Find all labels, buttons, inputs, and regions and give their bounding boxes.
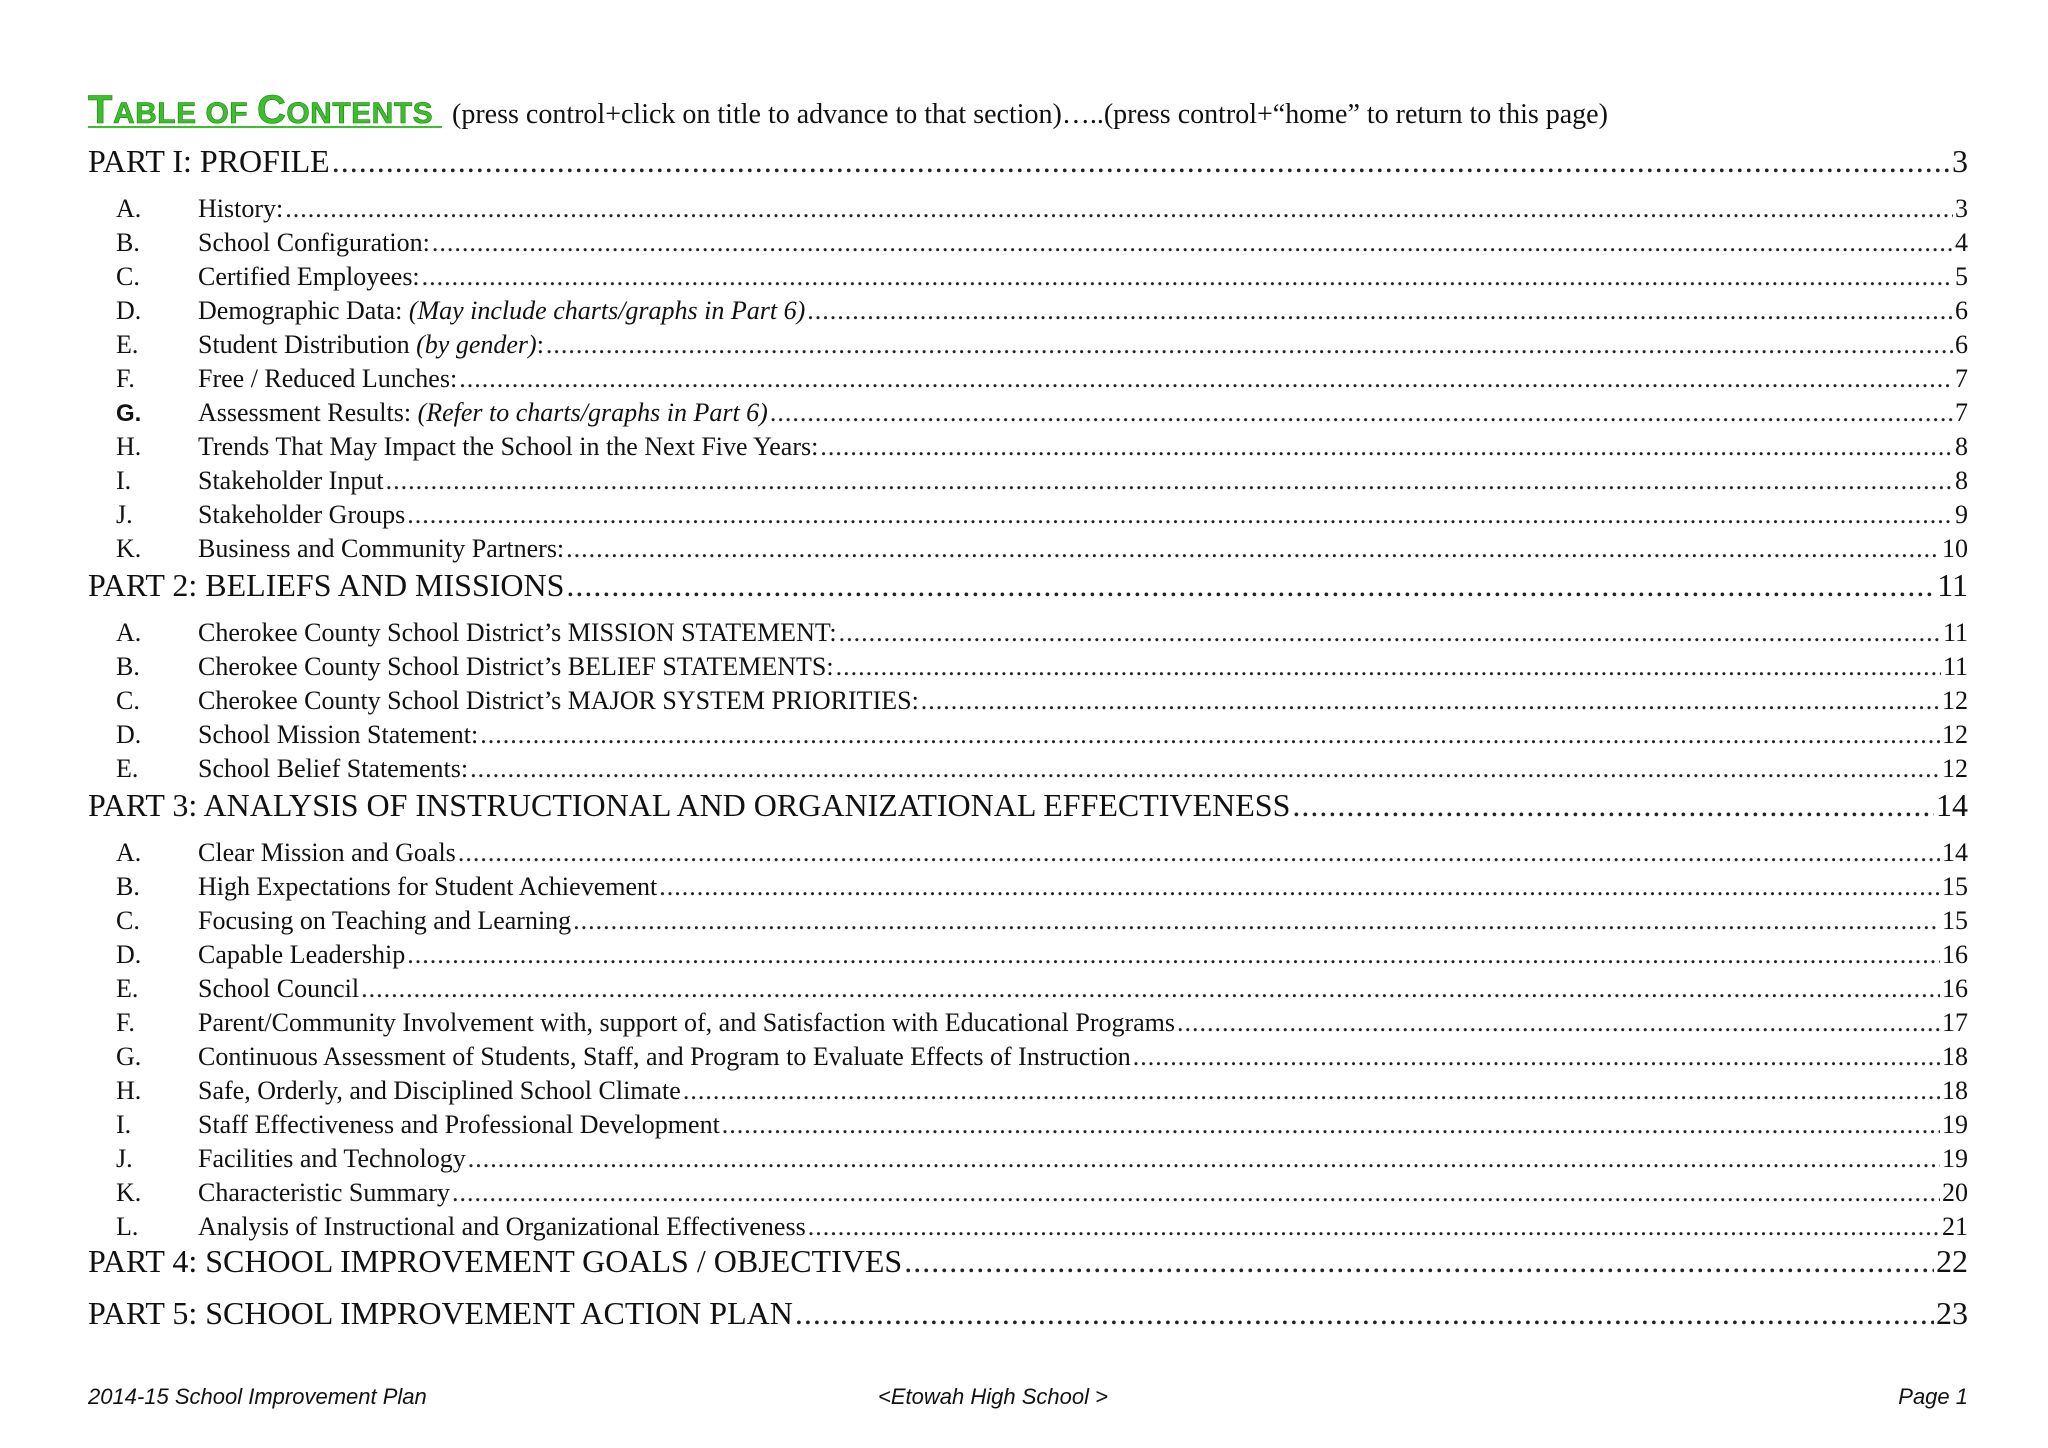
toc-entry-analysis-g[interactable] (116, 1038, 1968, 1072)
toc-title-cap-2: C (256, 88, 287, 132)
entry-letter: D. (116, 720, 142, 749)
toc-part-5[interactable] (88, 1292, 1968, 1332)
entry-title: Certified Employees: (198, 262, 420, 291)
page-number: 18 (1942, 1042, 1968, 1071)
entry-title: School Configuration: (198, 228, 430, 257)
page-number: 22 (1936, 1243, 1968, 1279)
dot-leader (566, 534, 1940, 564)
dot-leader (820, 432, 1953, 462)
dot-leader (361, 974, 1940, 1004)
entry-title: Facilities and Technology (198, 1144, 466, 1173)
toc-entry-profile-j[interactable] (116, 496, 1968, 530)
page-number: 6 (1955, 330, 1968, 359)
entry-letter: C. (116, 686, 140, 715)
dot-leader (452, 1178, 1940, 1208)
entry-title: Business and Community Partners: (198, 534, 565, 563)
page-number: 8 (1955, 432, 1968, 461)
toc-entry-beliefs-b[interactable] (116, 648, 1968, 682)
dot-leader (546, 330, 1953, 360)
page-number: 16 (1942, 974, 1968, 1003)
part-title: PART 4: SCHOOL IMPROVEMENT GOALS / OBJECTIVES (88, 1243, 903, 1279)
page-number: 11 (1942, 652, 1968, 681)
page-number: 3 (1952, 143, 1968, 179)
toc-entry-profile-k[interactable] (116, 530, 1968, 564)
page-number: 14 (1936, 787, 1968, 823)
toc-entry-profile-h[interactable] (116, 428, 1968, 462)
entry-letter: L. (116, 1212, 139, 1241)
entry-title: Focusing on Teaching and Learning (198, 906, 572, 935)
part-title: PART 2: BELIEFS AND MISSIONS (88, 567, 565, 603)
toc-entry-analysis-a[interactable] (116, 834, 1968, 868)
entry-title: Analysis of Instructional and Organizational Effectiveness (198, 1212, 806, 1241)
entry-letter: J. (116, 1144, 133, 1173)
dot-leader (1292, 787, 1934, 824)
entry-letter: D. (116, 296, 142, 325)
page-number: 19 (1942, 1144, 1968, 1173)
entry-letter: K. (116, 534, 142, 563)
page-number: 20 (1942, 1178, 1968, 1207)
toc-entry-profile-e[interactable] (116, 326, 1968, 360)
dot-leader (332, 143, 1950, 180)
entry-title: Characteristic Summary (198, 1178, 450, 1207)
page-number: 7 (1955, 398, 1968, 427)
page-number: 19 (1942, 1110, 1968, 1139)
toc-entry-analysis-l[interactable] (116, 1208, 1968, 1242)
dot-leader (407, 500, 1953, 530)
toc-entry-profile-d[interactable] (116, 292, 1968, 326)
page-number: 12 (1942, 720, 1968, 749)
toc-entry-profile-g[interactable] (116, 394, 1968, 428)
dot-leader (795, 1295, 1934, 1332)
entry-title: Cherokee County School District’s BELIEF STATEMENTS: (198, 652, 834, 681)
dot-leader (839, 618, 1941, 648)
toc-title (88, 88, 442, 132)
toc-title-rest-1: ABLE OF (112, 97, 257, 130)
dot-leader (770, 398, 1953, 428)
dot-leader (468, 1144, 1940, 1174)
toc-part-2[interactable] (88, 564, 1968, 604)
entry-title: Free / Reduced Lunches: (198, 364, 458, 393)
page-number: 17 (1942, 1008, 1968, 1037)
entry-letter: G. (116, 1042, 142, 1071)
dot-leader (422, 262, 1953, 292)
entry-letter: G. (116, 400, 142, 427)
toc-entry-beliefs-c[interactable] (116, 682, 1968, 716)
entry-title: Trends That May Impact the School in the Next Five Years: (198, 432, 819, 461)
entry-letter: K. (116, 1178, 142, 1207)
dot-leader (808, 1212, 1940, 1242)
entry-letter: D. (116, 940, 142, 969)
toc-title-cap-1: T (88, 88, 113, 132)
toc-part-3[interactable] (88, 784, 1968, 824)
entry-letter: I. (116, 1110, 132, 1139)
page-number: 12 (1942, 686, 1968, 715)
page-number: 11 (1942, 618, 1968, 647)
page-number: 7 (1955, 364, 1968, 393)
entry-title: School Belief Statements: (198, 754, 469, 783)
entry-title: Assessment Results: (Refer to charts/graphs in Part 6) (198, 398, 768, 427)
entry-title: High Expectations for Student Achievement (198, 872, 658, 901)
dot-leader (659, 872, 1940, 902)
toc-header (88, 88, 1968, 133)
entry-title: Capable Leadership (198, 940, 406, 969)
dot-leader (683, 1076, 1940, 1106)
toc-title-rest-2: ONTENTS (286, 97, 434, 130)
dot-leader (566, 567, 1935, 604)
page-number: 15 (1942, 906, 1968, 935)
entry-letter: H. (116, 1076, 142, 1105)
entry-letter: E. (116, 330, 139, 359)
part-title: PART 5: SCHOOL IMPROVEMENT ACTION PLAN (88, 1295, 793, 1331)
page-number: 8 (1955, 466, 1968, 495)
toc-entry-analysis-f[interactable] (116, 1004, 1968, 1038)
entry-title: Cherokee County School District’s MISSION STATEMENT: (198, 618, 837, 647)
entry-title: Safe, Orderly, and Disciplined School Climate (198, 1076, 681, 1105)
toc-entry-analysis-d[interactable] (116, 936, 1968, 970)
page-number: 18 (1942, 1076, 1968, 1105)
entry-title: Clear Mission and Goals (198, 838, 456, 867)
entry-letter: B. (116, 228, 140, 257)
footer-school-name: <Etowah High School > (878, 1384, 1108, 1409)
dot-leader (1177, 1008, 1940, 1038)
toc-entry-profile-a[interactable] (116, 190, 1968, 224)
entry-title: School Mission Statement: (198, 720, 479, 749)
entry-title: Continuous Assessment of Students, Staff, and Program to Evaluate Effects of Instruction (198, 1042, 1131, 1071)
entry-letter: B. (116, 872, 140, 901)
entry-letter: E. (116, 974, 139, 1003)
dot-leader (904, 1243, 1934, 1280)
toc-entry-analysis-j[interactable] (116, 1140, 1968, 1174)
toc-entry-analysis-e[interactable] (116, 970, 1968, 1004)
dot-leader (470, 754, 1940, 784)
entry-title: School Council (198, 974, 360, 1003)
entry-letter: C. (116, 906, 140, 935)
toc-part-4[interactable] (88, 1240, 1968, 1280)
toc-entry-analysis-h[interactable] (116, 1072, 1968, 1106)
entry-letter: A. (116, 838, 142, 867)
dot-leader (722, 1110, 1940, 1140)
entry-letter: B. (116, 652, 140, 681)
footer-page-number: Page 1 (1898, 1384, 1968, 1409)
entry-letter: A. (116, 618, 142, 647)
toc-entry-analysis-i[interactable] (116, 1106, 1968, 1140)
entry-letter: A. (116, 194, 142, 223)
dot-leader (480, 720, 1940, 750)
entry-letter: C. (116, 262, 140, 291)
toc-entry-beliefs-e[interactable] (116, 750, 1968, 784)
dot-leader (285, 194, 1953, 224)
entry-letter: H. (116, 432, 142, 461)
page-number: 21 (1942, 1212, 1968, 1241)
dot-leader (386, 466, 1953, 496)
page-number: 16 (1942, 940, 1968, 969)
entry-title: Stakeholder Input (198, 466, 384, 495)
toc-part-1[interactable] (88, 140, 1968, 180)
page-number: 4 (1955, 228, 1968, 257)
entry-title: Staff Effectiveness and Professional Development (198, 1110, 720, 1139)
entry-letter: E. (116, 754, 139, 783)
dot-leader (1133, 1042, 1940, 1072)
page-number: 14 (1942, 838, 1968, 867)
entry-title: Cherokee County School District’s MAJOR SYSTEM PRIORITIES: (198, 686, 919, 715)
page-number: 3 (1955, 194, 1968, 223)
page-number: 23 (1936, 1295, 1968, 1331)
dot-leader (407, 940, 1940, 970)
toc-entry-profile-f[interactable] (116, 360, 1968, 394)
entry-title: Parent/Community Involvement with, support of, and Satisfaction with Educational Programs (198, 1008, 1176, 1037)
toc-entry-analysis-k[interactable] (116, 1174, 1968, 1208)
dot-leader (432, 228, 1953, 258)
entry-title: Student Distribution (by gender): (198, 330, 544, 359)
entry-letter: F. (116, 1008, 135, 1037)
entry-letter: F. (116, 364, 135, 393)
page-number: 9 (1955, 500, 1968, 529)
toc-entry-profile-c[interactable] (116, 258, 1968, 292)
toc-entry-beliefs-a[interactable] (116, 614, 1968, 648)
page-number: 5 (1955, 262, 1968, 291)
toc-instructions: (press control+click on title to advance to that section)…..(press control+“home” to return to this page) (452, 99, 1608, 130)
page-number: 6 (1955, 296, 1968, 325)
entry-title: Stakeholder Groups (198, 500, 406, 529)
part-title: PART I: PROFILE (88, 143, 330, 179)
dot-leader (921, 686, 1940, 716)
toc-entry-profile-b[interactable] (116, 224, 1968, 258)
entry-title: History: (198, 194, 284, 223)
page-number: 10 (1942, 534, 1968, 563)
toc-entry-profile-i[interactable] (116, 462, 1968, 496)
entry-letter: I. (116, 466, 132, 495)
dot-leader (807, 296, 1953, 326)
entry-letter: J. (116, 500, 133, 529)
toc-entry-analysis-b[interactable] (116, 868, 1968, 902)
page-number: 15 (1942, 872, 1968, 901)
page-number: 12 (1942, 754, 1968, 783)
dot-leader (458, 838, 1940, 868)
toc-entry-analysis-c[interactable] (116, 902, 1968, 936)
toc-entry-beliefs-d[interactable] (116, 716, 1968, 750)
part-title: PART 3: ANALYSIS OF INSTRUCTIONAL AND ORGANIZATIONAL EFFECTIVENESS (88, 787, 1291, 823)
dot-leader (459, 364, 1953, 394)
dot-leader (836, 652, 1941, 682)
footer-plan-title: 2014-15 School Improvement Plan (88, 1384, 427, 1409)
page-number: 11 (1937, 567, 1968, 603)
entry-title: Demographic Data: (May include charts/graphs in Part 6) (198, 296, 806, 325)
dot-leader (573, 906, 1940, 936)
